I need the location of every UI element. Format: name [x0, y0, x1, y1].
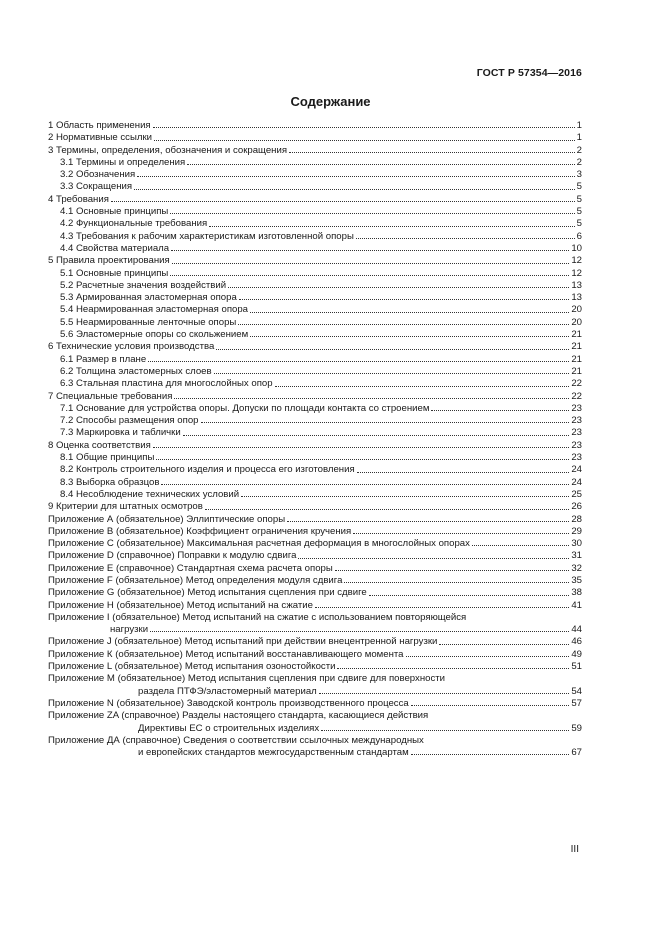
toc-entry[interactable]	[48, 280, 582, 292]
toc-entry-label: Приложение L (обязательное) Метод испытания озоностойкости	[48, 661, 336, 673]
toc-leader-dots	[187, 164, 574, 165]
toc-entry[interactable]	[48, 194, 582, 206]
toc-leader-dots	[148, 361, 569, 362]
toc-entry[interactable]	[48, 514, 582, 526]
toc-entry[interactable]	[48, 169, 582, 181]
toc-entry-label: Приложение В (обязательное) Коэффициент ограничения кручения	[48, 525, 352, 537]
toc-entry-label: Приложение J (обязательное) Метод испытаний при действии внецентренной нагрузки	[48, 636, 438, 648]
toc-entry-label: раздела ПТФЭ/эластомерный материал	[138, 685, 317, 697]
toc-entry-page: 12	[571, 267, 582, 279]
toc-entry-page: 23	[571, 452, 582, 464]
toc-entry[interactable]	[48, 304, 582, 316]
toc-entry-page: 25	[571, 488, 582, 500]
toc-entry-label: 5 Правила проектирования	[48, 255, 170, 267]
toc-entry[interactable]	[48, 391, 582, 403]
toc-entry-page: 23	[571, 439, 582, 451]
toc-entry-page: 5	[576, 218, 582, 230]
toc-entry[interactable]	[48, 452, 582, 464]
toc-entry-label: Приложение Е (справочное) Стандартная схема расчета опоры	[48, 562, 333, 574]
toc-entry-page: 21	[571, 353, 582, 365]
toc-leader-dots	[111, 201, 575, 202]
toc-leader-dots	[161, 484, 569, 485]
toc-entry-label: 5.6 Эластомерные опоры со скольжением	[60, 329, 249, 341]
toc-leader-dots	[156, 459, 569, 460]
page-number: III	[570, 844, 579, 855]
toc-entry-page: 22	[571, 378, 582, 390]
toc-leader-dots	[411, 705, 570, 706]
toc-entry-page: 2	[576, 144, 582, 156]
toc-leader-dots	[298, 558, 569, 559]
toc-entry-page: 21	[571, 365, 582, 377]
toc-entry[interactable]	[48, 636, 582, 648]
toc-entry-label: 4.2 Функциональные требования	[60, 218, 208, 230]
toc-entry[interactable]	[48, 538, 582, 550]
toc-entry-label: 8.3 Выборка образцов	[60, 476, 160, 488]
toc-entry[interactable]	[48, 624, 582, 636]
toc-entry-page: 1	[576, 132, 582, 144]
toc-leader-dots	[150, 631, 569, 632]
toc-entry-label: Приложение N (обязательное) Заводской контроль производственного процесса	[48, 697, 409, 709]
toc-entry-label: Приложение D (справочное) Поправки к модулю сдвига	[48, 550, 297, 562]
toc-entry[interactable]	[48, 563, 582, 575]
toc-entry[interactable]	[48, 489, 582, 501]
toc-leader-dots	[174, 398, 569, 399]
toc-entry-label: 3.1 Термины и определения	[60, 156, 186, 168]
toc-entry-page: 30	[571, 538, 582, 550]
toc-entry[interactable]	[48, 403, 582, 415]
toc-entry-page: 24	[571, 476, 582, 488]
toc-entry[interactable]	[48, 427, 582, 439]
toc-entry-page: 13	[571, 279, 582, 291]
toc-entry-label: 3.2 Обозначения	[60, 169, 136, 181]
toc-entry-page: 31	[571, 550, 582, 562]
toc-leader-dots	[250, 312, 569, 313]
toc-entry[interactable]	[48, 243, 582, 255]
toc-leader-dots	[209, 226, 574, 227]
toc-leader-dots	[201, 422, 570, 423]
toc-entry[interactable]	[48, 329, 582, 341]
toc-entry-label: 8.2 Контроль строительного изделия и процесса его изготовления	[60, 464, 355, 476]
toc-leader-dots	[287, 521, 569, 522]
page-title: Содержание	[290, 94, 371, 109]
toc-entry-page: 41	[571, 599, 582, 611]
toc-entry[interactable]	[48, 354, 582, 366]
toc-entry-page: 12	[571, 255, 582, 267]
toc-entry-page: 6	[576, 230, 582, 242]
toc-entry-label: 7.2 Способы размещения опор	[60, 415, 199, 427]
toc-entry-label: 4 Требования	[48, 193, 109, 205]
toc-entry-page: 2	[576, 156, 582, 168]
toc-entry-page: 32	[571, 562, 582, 574]
toc-entry[interactable]	[48, 649, 582, 661]
toc-entry-label: Приложение К (обязательное) Метод испытаний восстанавливающего момента	[48, 648, 404, 660]
toc-entry-page: 23	[571, 415, 582, 427]
toc-entry-page: 1	[576, 120, 582, 131]
toc-entry-label: Директивы ЕС о строительных изделиях	[138, 722, 320, 734]
toc-entry[interactable]	[48, 206, 582, 218]
toc-entry-page: 67	[571, 747, 582, 759]
toc-entry[interactable]	[48, 587, 582, 599]
toc-entry-page: 5	[576, 193, 582, 205]
toc-entry-title-line: Приложение I (обязательное) Метод испытаний на сжатие с использованием повторяющейся	[48, 611, 467, 623]
toc-entry-label: 3 Термины, определения, обозначения и сокращения	[48, 144, 288, 156]
toc-entry-label: 5.5 Неармированные ленточные опоры	[60, 316, 237, 328]
toc-leader-dots	[205, 509, 569, 510]
toc-leader-dots	[241, 496, 569, 497]
toc-entry-page: 23	[571, 402, 582, 414]
toc-entry[interactable]	[48, 378, 582, 390]
toc-entry-label: Приложение G (обязательное) Метод испытания сцепления при сдвиге	[48, 587, 367, 599]
toc-leader-dots	[369, 595, 570, 596]
toc-entry-label: Приложение А (обязательное) Эллиптические опоры	[48, 513, 286, 525]
toc-entry[interactable]	[48, 292, 582, 304]
toc-entry[interactable]	[48, 526, 582, 538]
toc-entry-page: 51	[571, 661, 582, 673]
toc-leader-dots	[137, 176, 574, 177]
toc-leader-dots	[153, 447, 570, 448]
toc-entry-page: 21	[571, 329, 582, 341]
toc-entry-page: 21	[571, 341, 582, 353]
toc-entry-label: Приложение Н (обязательное) Метод испытаний на сжатие	[48, 599, 313, 611]
toc-entry[interactable]	[48, 255, 582, 267]
toc-entry-page: 35	[571, 574, 582, 586]
toc-entry[interactable]	[48, 550, 582, 562]
toc-leader-dots	[344, 582, 569, 583]
toc-entry[interactable]	[48, 464, 582, 476]
toc-entry-label: 7.1 Основание для устройства опоры. Допуски по площади контакта со строением	[60, 402, 430, 414]
toc-entry-label: 5.3 Армированная эластомерная опора	[60, 292, 237, 304]
toc-entry-label: 6 Технические условия производства	[48, 341, 215, 353]
toc-entry[interactable]	[48, 145, 582, 157]
toc-entry[interactable]	[48, 723, 582, 735]
toc-leader-dots	[170, 275, 569, 276]
toc-entry[interactable]	[48, 501, 582, 513]
toc-entry-label: 6.1 Размер в плане	[60, 353, 147, 365]
toc-entry-label: 4.1 Основные принципы	[60, 206, 169, 218]
toc-entry-label: нагрузки	[110, 624, 149, 636]
toc-entry-title-line: Приложение ДА (справочное) Сведения о соответствии ссылочных международных	[48, 734, 424, 746]
toc-leader-dots	[183, 435, 570, 436]
toc-entry-label: 4.4 Свойства материала	[60, 242, 170, 254]
toc-leader-dots	[275, 386, 570, 387]
toc-entry-label: 7.3 Маркировка и таблички	[60, 427, 181, 439]
toc-entry-label: 1 Область применения	[48, 120, 151, 131]
toc-entry-label: 5.2 Расчетные значения воздействий	[60, 279, 227, 291]
toc-entry-page: 28	[571, 513, 582, 525]
toc-leader-dots	[239, 299, 570, 300]
toc-entry-page: 23	[571, 427, 582, 439]
toc-entry-label: 6.2 Толщина эластомерных слоев	[60, 365, 212, 377]
toc-entry-page: 13	[571, 292, 582, 304]
toc-entry-label: Приложение F (обязательное) Метод определения модуля сдвига	[48, 574, 343, 586]
toc-leader-dots	[356, 238, 575, 239]
toc-entry-label: Приложение С (обязательное) Максимальная расчетная деформация в многослойных опорах	[48, 538, 470, 550]
toc-entry-label: 5.1 Основные принципы	[60, 267, 169, 279]
toc-entry[interactable]	[48, 600, 582, 612]
toc-entry[interactable]	[48, 218, 582, 230]
toc-entry[interactable]	[48, 157, 582, 169]
toc-leader-dots	[153, 127, 575, 128]
toc-entry[interactable]	[48, 268, 582, 280]
toc-entry[interactable]	[48, 661, 582, 673]
toc-entry-page: 49	[571, 648, 582, 660]
toc-leader-dots	[238, 324, 569, 325]
toc-entry-title-line: Приложение М (обязательное) Метод испытания сцепления при сдвиге для поверхности	[48, 673, 446, 685]
toc-entry[interactable]	[48, 415, 582, 427]
toc-entry-page: 3	[576, 169, 582, 181]
table-of-contents	[48, 120, 582, 759]
toc-entry[interactable]	[48, 477, 582, 489]
toc-entry-label: 5.4 Неармированная эластомерная опора	[60, 304, 249, 316]
toc-entry[interactable]	[48, 231, 582, 243]
toc-leader-dots	[170, 213, 574, 214]
toc-entry[interactable]	[48, 181, 582, 193]
toc-entry-label: 8.1 Общие принципы	[60, 452, 155, 464]
toc-leader-dots	[319, 693, 570, 694]
toc-entry[interactable]	[48, 686, 582, 698]
toc-entry[interactable]	[48, 317, 582, 329]
toc-entry-page: 38	[571, 587, 582, 599]
toc-entry-page: 46	[571, 636, 582, 648]
toc-leader-dots	[289, 152, 575, 153]
toc-leader-dots	[411, 754, 570, 755]
toc-entry-label: 4.3 Требования к рабочим характеристикам изготовленной опоры	[60, 230, 354, 242]
toc-entry[interactable]	[48, 341, 582, 353]
toc-leader-dots	[134, 189, 575, 190]
toc-entry-page: 44	[571, 624, 582, 636]
toc-leader-dots	[172, 263, 570, 264]
toc-leader-dots	[337, 668, 569, 669]
toc-entry[interactable]	[48, 575, 582, 587]
toc-entry-page: 59	[571, 722, 582, 734]
toc-entry-page: 29	[571, 525, 582, 537]
toc-entry-page: 20	[571, 316, 582, 328]
toc-leader-dots	[335, 570, 570, 571]
toc-entry-label: 3.3 Сокращения	[60, 181, 133, 193]
document-code: ГОСТ Р 57354—2016	[476, 67, 582, 79]
toc-entry-page: 24	[571, 464, 582, 476]
toc-leader-dots	[171, 250, 569, 251]
toc-entry-label: и европейских стандартов межгосударственным стандартам	[138, 747, 409, 759]
toc-entry-label: 2 Нормативные ссылки	[48, 132, 153, 144]
toc-leader-dots	[315, 607, 569, 608]
toc-leader-dots	[472, 545, 569, 546]
toc-entry-label: 6.3 Стальная пластина для многослойных опор	[60, 378, 273, 390]
toc-entry-page: 5	[576, 181, 582, 193]
toc-entry-label: 8.4 Несоблюдение технических условий	[60, 488, 240, 500]
toc-entry-page: 26	[571, 501, 582, 513]
toc-entry-page: 5	[576, 206, 582, 218]
toc-entry-page: 20	[571, 304, 582, 316]
toc-entry[interactable]	[48, 747, 582, 759]
toc-leader-dots	[357, 472, 570, 473]
toc-leader-dots	[431, 410, 569, 411]
toc-entry-page: 57	[571, 697, 582, 709]
toc-entry-title-line: Приложение ZA (справочное) Разделы настоящего стандарта, касающиеся действия	[48, 710, 429, 722]
toc-entry[interactable]	[48, 132, 582, 144]
toc-entry-page: 54	[571, 685, 582, 697]
toc-leader-dots	[439, 644, 569, 645]
toc-leader-dots	[228, 287, 569, 288]
toc-entry-label: 7 Специальные требования	[48, 390, 173, 402]
toc-entry[interactable]	[48, 120, 582, 132]
toc-entry[interactable]	[48, 698, 582, 710]
toc-leader-dots	[406, 656, 570, 657]
toc-entry[interactable]	[48, 366, 582, 378]
toc-leader-dots	[216, 349, 569, 350]
toc-entry[interactable]	[48, 440, 582, 452]
toc-leader-dots	[250, 336, 569, 337]
toc-entry-page: 10	[571, 242, 582, 254]
toc-leader-dots	[214, 373, 570, 374]
toc-entry-page: 22	[571, 390, 582, 402]
toc-leader-dots	[154, 140, 575, 141]
toc-leader-dots	[353, 533, 569, 534]
toc-entry-label: 9 Критерии для штатных осмотров	[48, 501, 203, 513]
toc-entry-label: 8 Оценка соответствия	[48, 439, 151, 451]
toc-leader-dots	[321, 730, 569, 731]
